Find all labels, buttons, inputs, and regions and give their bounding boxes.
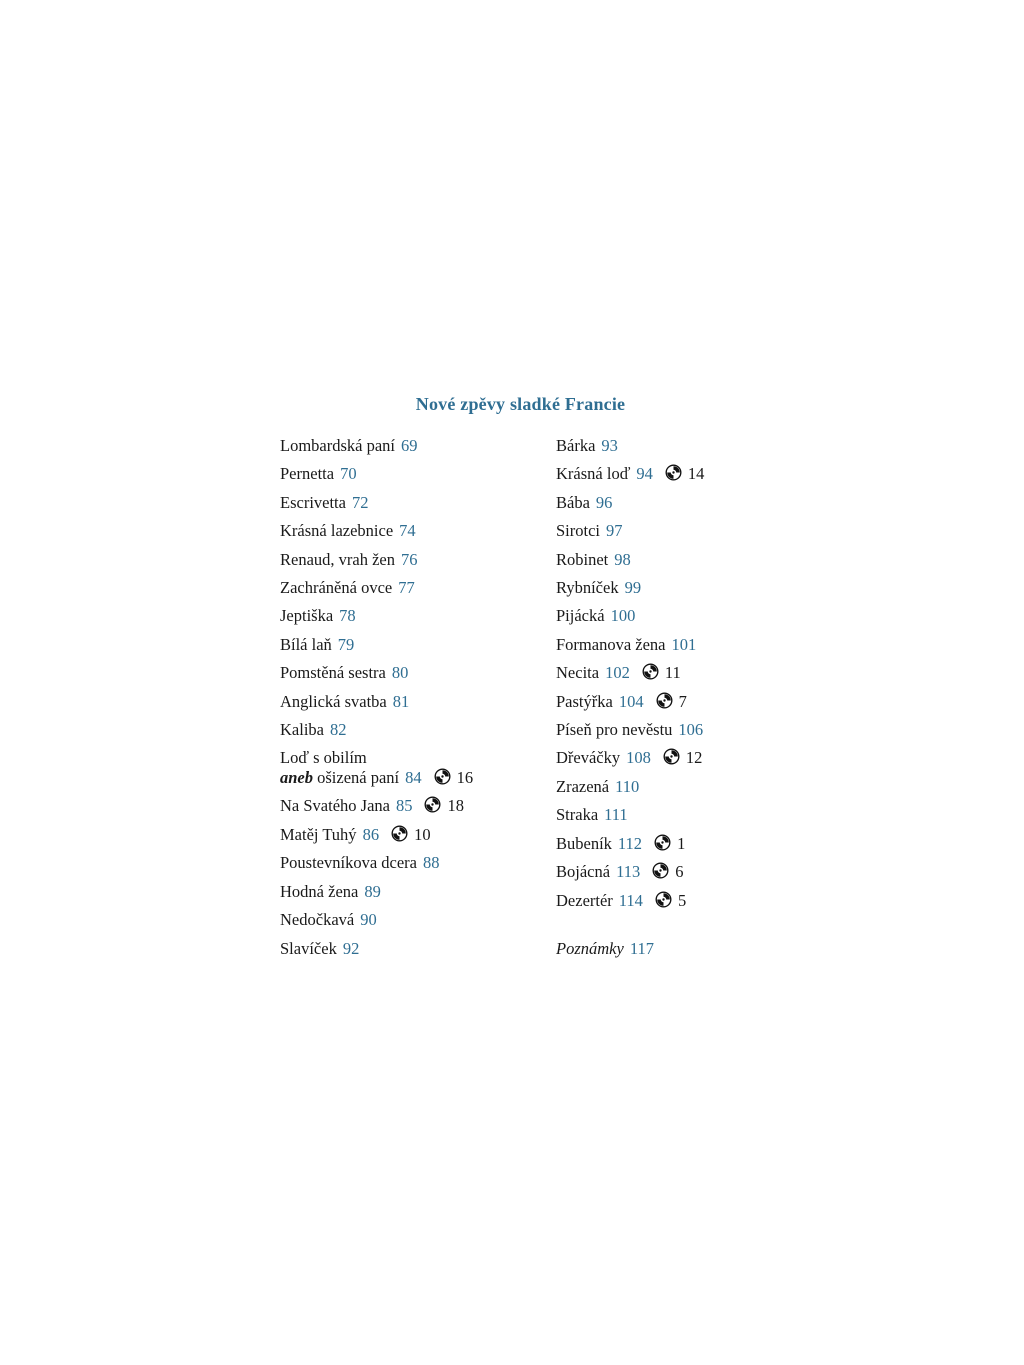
toc-entry-title: Rybníček bbox=[556, 578, 619, 598]
toc-entry-title: Bílá laň bbox=[280, 634, 332, 654]
toc-entry[interactable] bbox=[556, 688, 816, 716]
toc-entry[interactable] bbox=[280, 935, 540, 963]
toc-entry-track: 16 bbox=[456, 768, 474, 788]
toc-entry-title: Zrazená bbox=[556, 776, 610, 796]
toc-entry-page: 113 bbox=[616, 862, 641, 882]
toc-entry[interactable] bbox=[280, 821, 540, 849]
toc-entry-track: 10 bbox=[414, 824, 431, 844]
toc-entry[interactable] bbox=[556, 631, 816, 659]
toc-entry[interactable] bbox=[556, 602, 816, 630]
cd-disc-icon bbox=[642, 661, 659, 678]
cd-disc-icon bbox=[391, 823, 408, 840]
toc-entry-page: 96 bbox=[595, 492, 613, 512]
toc-entry[interactable] bbox=[556, 546, 816, 574]
toc-entry-page: 81 bbox=[392, 691, 410, 711]
toc-entry[interactable] bbox=[556, 517, 816, 545]
toc-entry[interactable] bbox=[280, 546, 540, 574]
toc-entry-page: 86 bbox=[362, 824, 380, 844]
cd-disc-icon bbox=[655, 889, 672, 906]
toc-entry-title: Bába bbox=[556, 492, 590, 512]
cd-disc-icon bbox=[656, 690, 673, 707]
toc-entry[interactable] bbox=[556, 432, 816, 460]
toc-entry-track: 14 bbox=[687, 464, 705, 484]
toc-entry[interactable] bbox=[556, 716, 816, 744]
spacer bbox=[556, 915, 816, 935]
toc-entry-page: 79 bbox=[337, 634, 355, 654]
toc-entry[interactable] bbox=[280, 517, 540, 545]
toc-entry-page: 104 bbox=[618, 691, 644, 711]
toc-entry-title: Pastýřka bbox=[556, 691, 613, 711]
toc-entry-title: Pomstěná sestra bbox=[280, 663, 386, 683]
toc-entry-title: Hodná žena bbox=[280, 881, 359, 901]
toc-entry-title: Poznámky bbox=[556, 938, 624, 958]
toc-entry[interactable] bbox=[556, 574, 816, 602]
toc-entry[interactable] bbox=[556, 830, 816, 858]
toc-entry-track: 11 bbox=[664, 663, 681, 683]
cd-disc-icon bbox=[665, 462, 682, 479]
toc-entry-title: Matěj Tuhý bbox=[280, 824, 357, 844]
toc-entry-page: 94 bbox=[636, 464, 653, 484]
toc-entry-title: Poustevníkova dcera bbox=[280, 853, 418, 873]
toc-entry-page: 92 bbox=[342, 938, 360, 958]
section-title: Nové zpěvy sladké Francie bbox=[415, 394, 626, 414]
toc-entry-title: Dřeváčky bbox=[556, 748, 621, 768]
toc-entry[interactable] bbox=[280, 574, 540, 602]
toc-entry[interactable] bbox=[280, 602, 540, 630]
toc-entry[interactable] bbox=[556, 489, 816, 517]
toc-entry-title: Anglická svatba bbox=[280, 691, 387, 711]
toc-entry-track: 7 bbox=[678, 691, 687, 711]
toc-entry[interactable] bbox=[280, 849, 540, 877]
toc-entry[interactable] bbox=[556, 744, 816, 772]
toc-entry-title: Loď s obilím bbox=[280, 748, 367, 768]
toc-entry-page: 72 bbox=[351, 492, 369, 512]
cd-disc-icon bbox=[663, 746, 680, 763]
toc-entry-page: 70 bbox=[340, 464, 357, 484]
toc-entry-title: Krásná lazebnice bbox=[280, 521, 394, 541]
toc-entry-page: 102 bbox=[605, 663, 630, 683]
toc-entry-title: Zachráněná ovce bbox=[280, 578, 393, 598]
toc-entry[interactable] bbox=[280, 631, 540, 659]
toc-entry-title: Nedočkavá bbox=[280, 910, 355, 930]
toc-entry-title: Jeptiška bbox=[280, 606, 334, 626]
toc-entry-title: Na Svatého Jana bbox=[280, 796, 390, 816]
toc-entry-page: 93 bbox=[601, 436, 618, 455]
toc-entry[interactable] bbox=[280, 906, 540, 934]
cd-disc-icon bbox=[652, 860, 669, 877]
toc-entry-title: Bojácná bbox=[556, 862, 611, 882]
toc-entry-page: 89 bbox=[364, 881, 381, 901]
toc-entry-subtitle: ošizená paní bbox=[317, 768, 400, 788]
toc-entry[interactable] bbox=[556, 887, 816, 915]
toc-entry-title: Bubeník bbox=[556, 833, 612, 853]
toc-entry[interactable] bbox=[280, 659, 540, 687]
toc-entry-page: 98 bbox=[614, 549, 631, 569]
toc-entry-page: 84 bbox=[405, 768, 422, 788]
toc-entry-page: 78 bbox=[339, 606, 356, 626]
toc-entry-page: 82 bbox=[329, 720, 347, 740]
toc-entry-title: Píseň pro nevěstu bbox=[556, 720, 673, 740]
toc-entry-title: Bárka bbox=[556, 436, 596, 455]
toc-entry[interactable] bbox=[280, 792, 540, 820]
toc-entry-track: 12 bbox=[685, 748, 703, 768]
toc-entry-page: 74 bbox=[399, 521, 416, 541]
toc-entry[interactable] bbox=[280, 878, 540, 906]
toc-entry[interactable] bbox=[280, 744, 540, 792]
toc-entry-track: 5 bbox=[677, 890, 687, 910]
toc-entry[interactable] bbox=[280, 688, 540, 716]
toc-entry-title: Sirotci bbox=[556, 521, 600, 541]
toc-entry[interactable] bbox=[556, 801, 816, 829]
toc-entry-track: 1 bbox=[677, 833, 686, 853]
toc-entry-page: 99 bbox=[624, 578, 642, 598]
toc-entry-page: 88 bbox=[423, 853, 440, 873]
toc-entry-title: Escrivetta bbox=[280, 492, 346, 512]
toc-entry-title: Robinet bbox=[556, 549, 609, 569]
toc-entry-page: 69 bbox=[401, 436, 418, 455]
toc-entry-title: Krásná loď bbox=[556, 464, 631, 484]
toc-entry-title: Renaud, vrah žen bbox=[280, 549, 395, 569]
toc-entry-page: 117 bbox=[629, 938, 654, 958]
toc-entry-page: 80 bbox=[391, 663, 409, 683]
toc-entry-page: 90 bbox=[360, 910, 377, 930]
toc-entry-title: Formanova žena bbox=[556, 634, 666, 654]
toc-entry-track: 6 bbox=[675, 862, 684, 882]
toc-entry-page: 111 bbox=[604, 805, 628, 825]
cd-disc-icon bbox=[434, 768, 451, 785]
toc-left-column bbox=[280, 432, 540, 963]
toc-entry-page: 77 bbox=[398, 578, 415, 598]
cd-disc-icon bbox=[654, 832, 671, 849]
toc-entry-page: 114 bbox=[618, 890, 643, 910]
toc-entry[interactable] bbox=[556, 773, 816, 801]
toc-entry-page: 100 bbox=[610, 606, 636, 626]
toc-entry-title: Kaliba bbox=[280, 720, 324, 740]
toc-entry[interactable] bbox=[280, 460, 540, 488]
toc-entry-title: Slavíček bbox=[280, 938, 337, 958]
toc-entry[interactable] bbox=[556, 659, 816, 687]
toc-entry-page: 85 bbox=[395, 796, 413, 816]
toc-entry[interactable] bbox=[280, 432, 540, 460]
toc-entry[interactable] bbox=[556, 858, 816, 886]
toc-entry-page: 112 bbox=[617, 833, 643, 853]
toc-entry-title: Dezertér bbox=[556, 890, 613, 910]
toc-entry-page: 108 bbox=[626, 748, 651, 768]
toc-entry-page: 101 bbox=[671, 634, 697, 654]
toc-entry[interactable] bbox=[280, 716, 540, 744]
toc-entry-title: Necita bbox=[556, 663, 600, 683]
toc-entry[interactable] bbox=[280, 489, 540, 517]
toc-entry-conjunction: aneb bbox=[280, 768, 313, 788]
toc-entry-page: 97 bbox=[606, 521, 623, 541]
toc-entry-title: Straka bbox=[556, 805, 599, 825]
toc-entry-notes[interactable] bbox=[556, 935, 816, 963]
toc-entry-page: 106 bbox=[678, 720, 704, 740]
toc-entry-page: 110 bbox=[615, 776, 640, 796]
toc-right-column bbox=[556, 432, 816, 963]
toc-entry-track: 18 bbox=[447, 796, 464, 816]
toc-entry-title: Lombardská paní bbox=[280, 436, 396, 455]
toc-entry-title: Pijácká bbox=[556, 606, 605, 626]
toc-entry-page: 76 bbox=[401, 549, 418, 569]
cd-disc-icon bbox=[424, 794, 441, 811]
toc-entry-title: Pernetta bbox=[280, 464, 335, 484]
toc-entry[interactable] bbox=[556, 460, 816, 488]
